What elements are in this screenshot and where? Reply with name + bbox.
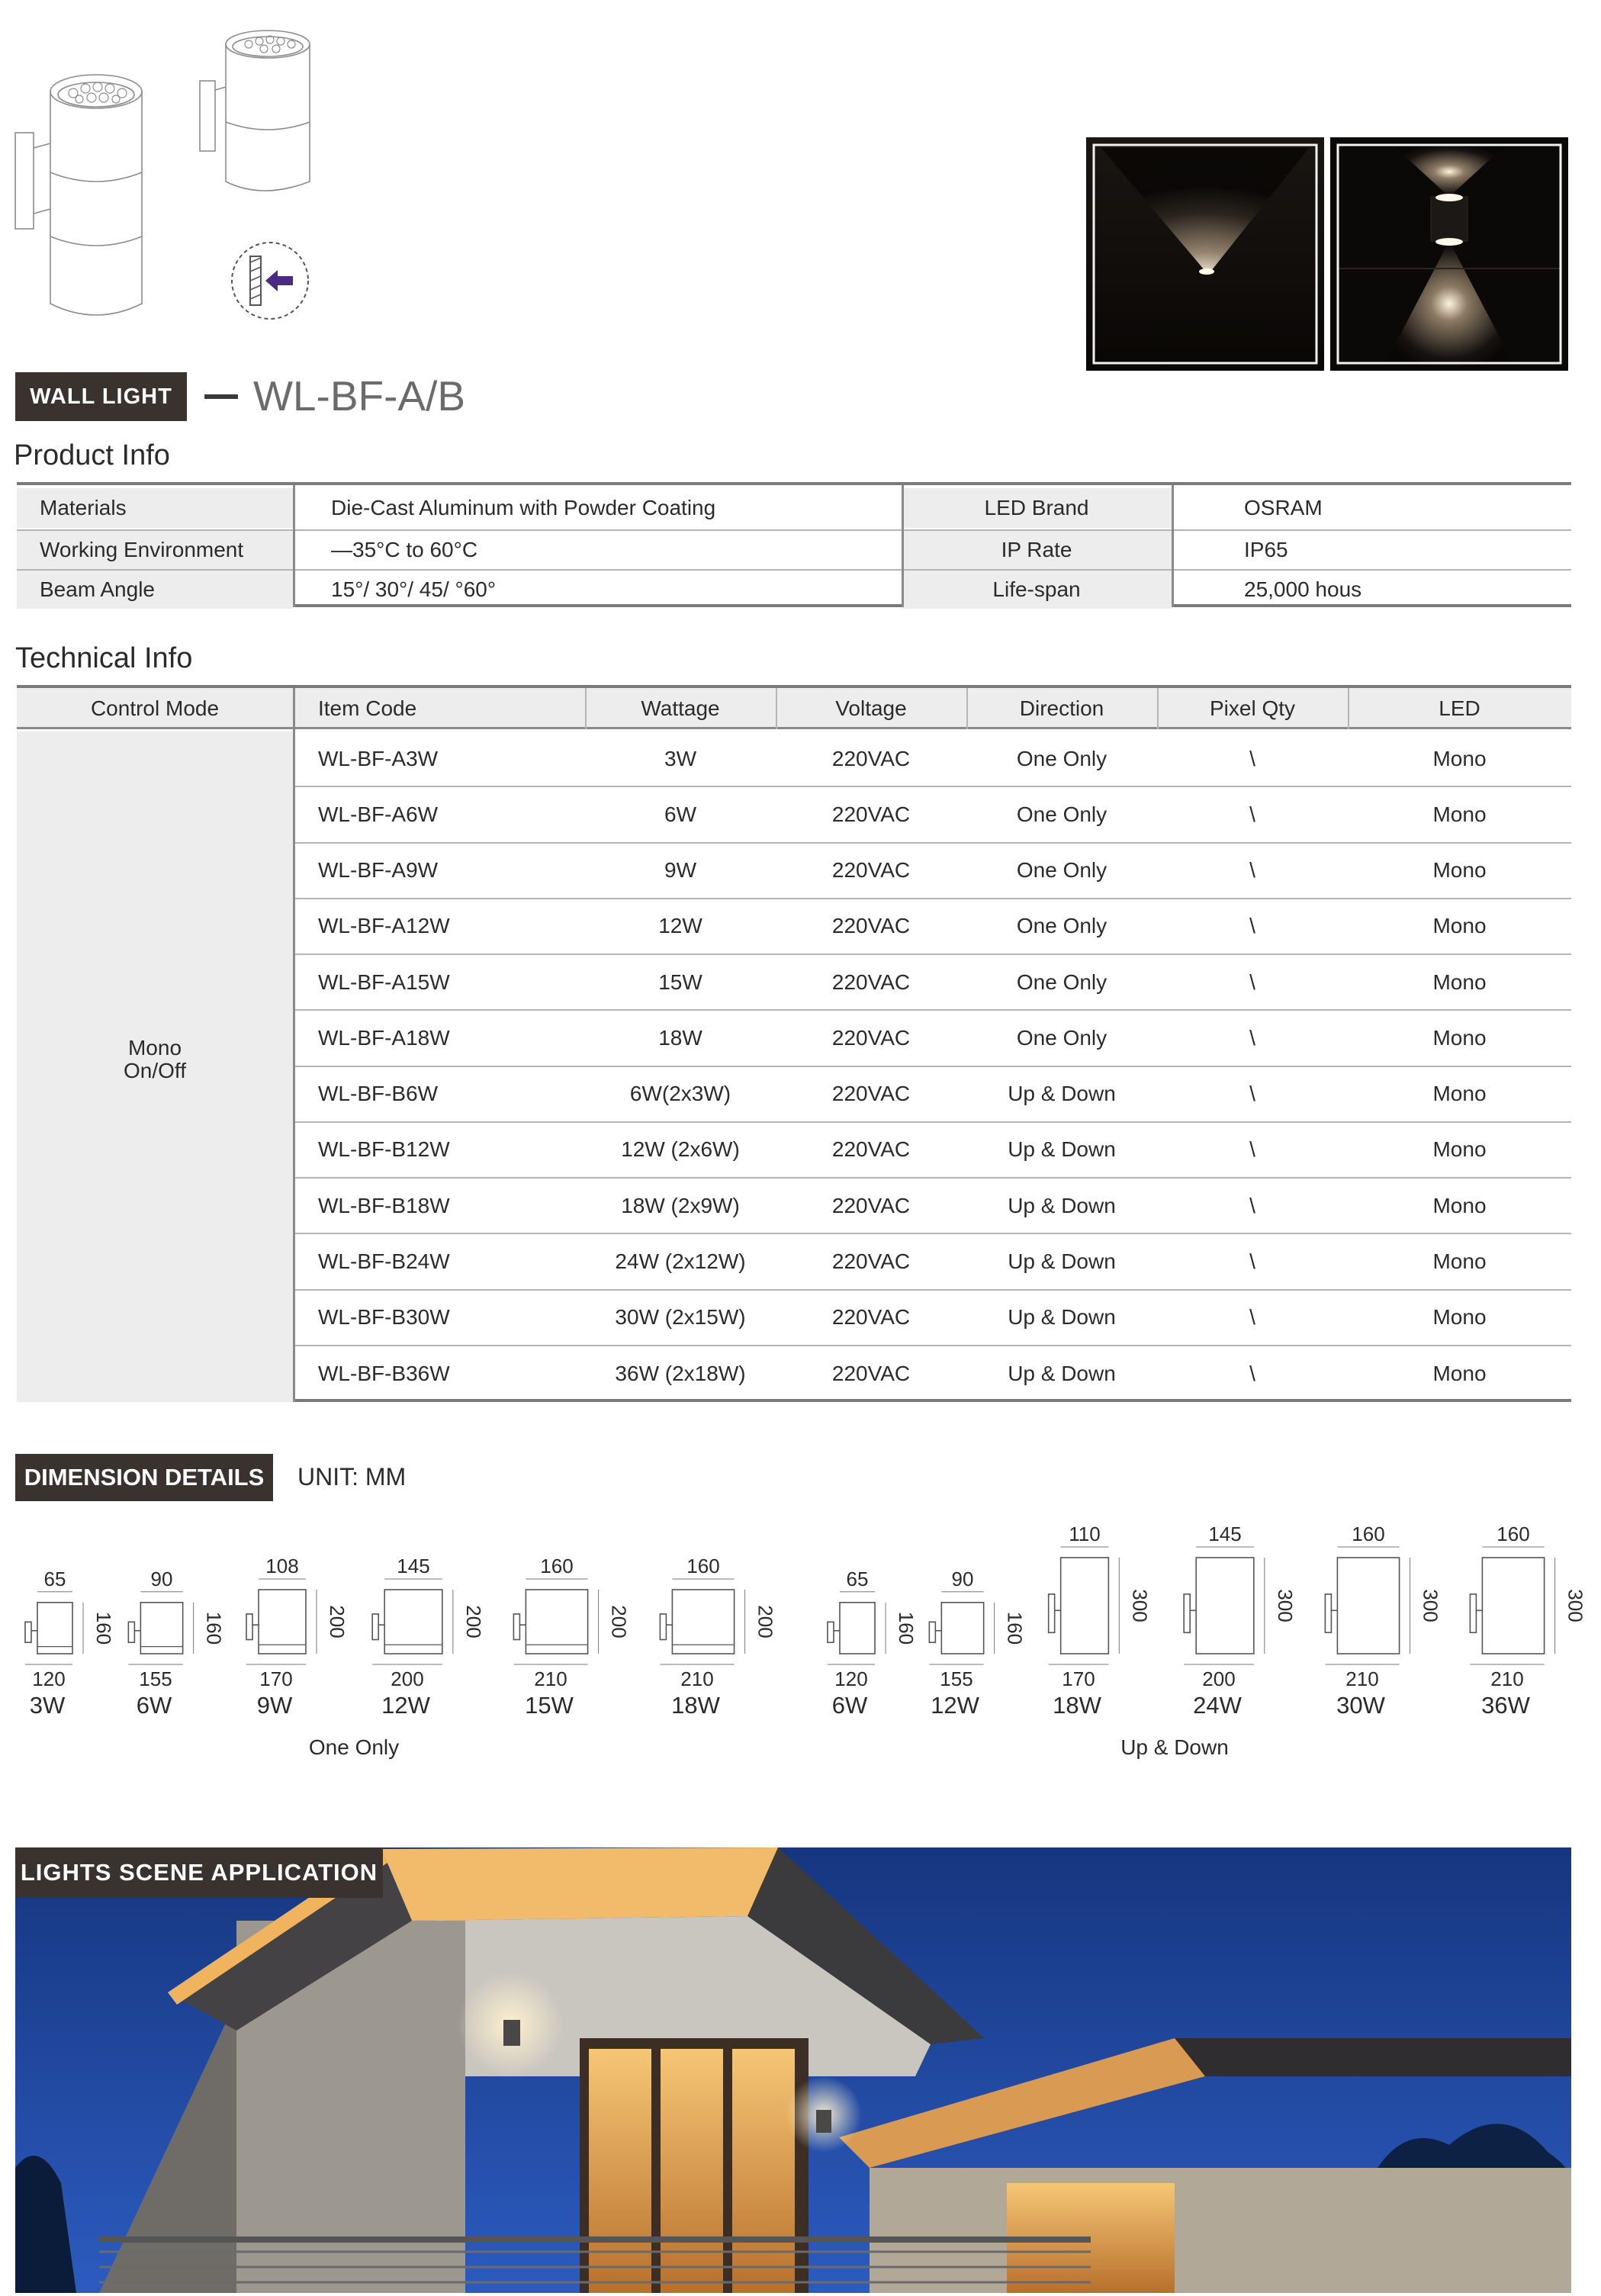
top-dimension-label: 110 xyxy=(1069,1523,1101,1545)
technical-rows xyxy=(295,732,1571,1402)
column-header-direction: Direction xyxy=(1019,696,1104,720)
led-type-cell: Mono xyxy=(1432,802,1487,826)
table-header xyxy=(17,688,1571,729)
column-header-item-code: Item Code xyxy=(318,696,417,720)
pixel-qty-cell: \ xyxy=(1249,914,1255,938)
voltage-cell: 220VAC xyxy=(831,1025,911,1050)
pixel-qty-cell: \ xyxy=(1249,802,1255,826)
height-dimension-label: 160 xyxy=(1003,1611,1027,1645)
column-divider xyxy=(1348,688,1349,729)
led-type-cell: Mono xyxy=(1432,746,1487,770)
voltage-cell: 220VAC xyxy=(831,1137,911,1162)
top-dimension-label: 145 xyxy=(397,1555,430,1577)
voltage-cell: 220VAC xyxy=(831,914,911,938)
wattage-cell: 36W (2x18W) xyxy=(615,1362,746,1386)
wall-plate-shape xyxy=(1184,1594,1190,1632)
wattage-cell: 15W xyxy=(658,970,702,994)
table-row xyxy=(295,1067,1571,1123)
pixel-qty-cell: \ xyxy=(1249,1249,1255,1273)
wattage-caption: 9W xyxy=(256,1692,293,1719)
downlight-effect-photo xyxy=(1086,137,1324,371)
item-code-cell: WL-BF-A15W xyxy=(318,970,450,994)
direction-cell: One Only xyxy=(1016,1025,1108,1050)
direction-cell: One Only xyxy=(1016,746,1108,770)
height-dimension-label: 300 xyxy=(1564,1589,1587,1622)
bottom-dimension-label: 120 xyxy=(32,1667,66,1690)
led-type-cell: Mono xyxy=(1432,914,1487,938)
led-type-cell: Mono xyxy=(1432,1362,1487,1386)
item-code-cell: WL-BF-A6W xyxy=(318,802,439,826)
height-dimension-label: 160 xyxy=(202,1611,226,1645)
lamp-body-shape xyxy=(840,1603,875,1654)
column-divider xyxy=(1172,485,1174,607)
pixel-qty-cell: \ xyxy=(1249,970,1255,994)
wall-plate-shape xyxy=(1325,1594,1331,1632)
pixel-qty-cell: \ xyxy=(1249,1025,1255,1050)
wattage-caption: 12W xyxy=(931,1692,979,1719)
house-scene-illustration xyxy=(15,1847,1571,2293)
updown-light-effect-photo xyxy=(1330,137,1568,371)
wattage-caption: 3W xyxy=(29,1692,66,1719)
wattage-cell: 3W xyxy=(664,746,696,770)
wattage-cell: 6W xyxy=(664,802,696,826)
wall-plate-shape xyxy=(660,1614,666,1640)
table-row xyxy=(295,1123,1571,1179)
table-row xyxy=(295,955,1571,1011)
wall-plate-shape xyxy=(1470,1594,1476,1632)
table-row xyxy=(295,1346,1571,1402)
dimension-details-badge: DIMENSION DETAILS xyxy=(15,1454,273,1501)
wall-plate-shape xyxy=(128,1622,134,1642)
voltage-cell: 220VAC xyxy=(831,970,911,994)
led-type-cell: Mono xyxy=(1432,1193,1487,1217)
height-dimension-label: 160 xyxy=(92,1611,116,1645)
wall-plate-shape xyxy=(828,1622,834,1642)
lamp-body-shape xyxy=(1061,1558,1109,1654)
bottom-dimension-label: 210 xyxy=(1345,1667,1379,1690)
wattage-cell: 18W xyxy=(658,1025,702,1050)
wall-plate-shape xyxy=(1049,1594,1055,1632)
led-type-cell: Mono xyxy=(1432,970,1487,994)
bottom-dimension-label: 170 xyxy=(259,1667,293,1690)
height-dimension-label: 160 xyxy=(895,1611,918,1645)
item-code-cell: WL-BF-A9W xyxy=(318,858,439,883)
product-info-row xyxy=(17,488,1571,528)
voltage-cell: 220VAC xyxy=(831,858,911,883)
column-divider xyxy=(293,485,295,607)
direction-cell: Up & Down xyxy=(1008,1249,1116,1273)
height-dimension-label: 300 xyxy=(1419,1589,1442,1622)
height-dimension-label: 200 xyxy=(325,1605,349,1638)
column-header-led: LED xyxy=(1439,696,1480,720)
bottom-dimension-label: 200 xyxy=(391,1667,424,1690)
column-divider xyxy=(1157,688,1159,729)
wattage-cell: 12W xyxy=(658,914,702,938)
column-divider xyxy=(585,688,587,729)
item-code-cell: WL-BF-A3W xyxy=(318,746,439,770)
top-dimension-label: 65 xyxy=(43,1567,66,1590)
item-code-cell: WL-BF-B12W xyxy=(318,1137,450,1162)
led-type-cell: Mono xyxy=(1432,858,1487,883)
column-header-control-mode: Control Mode xyxy=(90,696,220,720)
control-mode-cell xyxy=(17,732,293,1402)
spec-label: Life-span xyxy=(902,571,1172,609)
lamp-body-shape xyxy=(1337,1558,1399,1654)
title-dash xyxy=(204,394,238,399)
wattage-cell: 6W(2x3W) xyxy=(629,1082,731,1106)
model-title: WL-BF-A/B xyxy=(253,372,466,420)
wattage-cell: 24W (2x12W) xyxy=(615,1249,746,1273)
scene-application-photo xyxy=(15,1847,1571,2293)
wattage-caption: 6W xyxy=(831,1692,868,1719)
column-divider xyxy=(902,485,904,607)
pixel-qty-cell: \ xyxy=(1249,1362,1255,1386)
lamp-body-shape xyxy=(384,1590,442,1654)
height-dimension-label: 200 xyxy=(607,1605,631,1638)
dimension-drawings xyxy=(0,1495,1601,1770)
item-code-cell: WL-BF-B6W xyxy=(318,1082,439,1106)
technical-table xyxy=(17,685,1571,1402)
item-code-cell: WL-BF-B18W xyxy=(318,1193,450,1217)
led-type-cell: Mono xyxy=(1432,1137,1487,1162)
wattage-cell: 9W xyxy=(664,858,696,883)
voltage-cell: 220VAC xyxy=(831,1082,911,1106)
pixel-qty-cell: \ xyxy=(1249,1137,1255,1162)
group-label: Up & Down xyxy=(1120,1735,1229,1759)
category-badge: WALL LIGHT xyxy=(15,372,187,421)
wattage-caption: 12W xyxy=(381,1692,430,1719)
led-type-cell: Mono xyxy=(1432,1082,1487,1106)
scene-application-badge: LIGHTS SCENE APPLICATION xyxy=(15,1847,383,1898)
wall-plate-shape xyxy=(246,1614,252,1640)
spec-label: Working Environment xyxy=(17,531,293,569)
wall-plate-shape xyxy=(25,1622,31,1642)
control-mode-value: Mono On/Off xyxy=(124,1036,186,1082)
voltage-cell: 220VAC xyxy=(831,1193,911,1217)
pixel-qty-cell: \ xyxy=(1249,1305,1255,1330)
wall-plate-shape xyxy=(929,1622,935,1642)
item-code-cell: WL-BF-A12W xyxy=(318,914,450,938)
led-type-cell: Mono xyxy=(1432,1305,1487,1330)
voltage-cell: 220VAC xyxy=(831,1249,911,1273)
column-header-voltage: Voltage xyxy=(835,696,907,720)
item-code-cell: WL-BF-A18W xyxy=(318,1025,450,1050)
table-row xyxy=(295,732,1571,787)
wattage-caption: 36W xyxy=(1481,1692,1530,1719)
lamp-body-shape xyxy=(526,1590,587,1654)
pixel-qty-cell: \ xyxy=(1249,1082,1255,1106)
top-dimension-label: 90 xyxy=(951,1567,974,1590)
column-divider xyxy=(776,688,777,729)
product-info-row xyxy=(17,529,1571,569)
bottom-dimension-label: 210 xyxy=(1490,1667,1524,1690)
column-header-wattage: Wattage xyxy=(641,696,720,720)
unit-label: UNIT: MM xyxy=(297,1463,407,1490)
technical-info-title: Technical Info xyxy=(15,642,193,674)
table-row xyxy=(295,1291,1571,1346)
table-row xyxy=(295,1234,1571,1290)
bottom-dimension-label: 170 xyxy=(1062,1667,1095,1690)
pixel-qty-cell: \ xyxy=(1249,1193,1255,1217)
lamp-body-shape xyxy=(941,1603,983,1654)
led-type-cell: Mono xyxy=(1432,1025,1487,1050)
lamp-body-shape xyxy=(1196,1558,1254,1654)
led-type-cell: Mono xyxy=(1432,1249,1487,1273)
pixel-qty-cell: \ xyxy=(1249,746,1255,770)
column-divider xyxy=(966,688,968,729)
voltage-cell: 220VAC xyxy=(831,1362,911,1386)
direction-cell: One Only xyxy=(1016,970,1108,994)
top-dimension-label: 108 xyxy=(265,1555,299,1577)
column-header-pixel-qty: Pixel Qty xyxy=(1209,696,1296,720)
lamp-body-shape xyxy=(1482,1558,1544,1654)
product-info-row xyxy=(17,569,1571,609)
bottom-dimension-label: 155 xyxy=(139,1667,172,1690)
top-dimension-label: 160 xyxy=(686,1555,720,1577)
spec-value: —35°C to 60°C xyxy=(331,538,478,561)
voltage-cell: 220VAC xyxy=(831,1305,911,1330)
spec-label: Beam Angle xyxy=(17,571,293,609)
height-dimension-label: 200 xyxy=(461,1605,485,1638)
direction-cell: One Only xyxy=(1016,858,1108,883)
table-row xyxy=(295,1179,1571,1234)
direction-cell: Up & Down xyxy=(1008,1362,1116,1386)
bottom-dimension-label: 200 xyxy=(1202,1667,1236,1690)
item-code-cell: WL-BF-B24W xyxy=(318,1249,450,1273)
spec-label: LED Brand xyxy=(902,488,1172,528)
lamp-body-shape xyxy=(37,1603,72,1654)
product-info-table xyxy=(17,482,1571,607)
bottom-dimension-label: 155 xyxy=(940,1667,973,1690)
table-row xyxy=(295,899,1571,955)
lamp-body-shape xyxy=(140,1603,182,1654)
top-dimension-label: 160 xyxy=(1497,1523,1530,1545)
item-code-cell: WL-BF-B30W xyxy=(318,1305,450,1330)
direction-cell: Up & Down xyxy=(1008,1193,1116,1217)
top-dimension-label: 90 xyxy=(150,1567,173,1590)
item-code-cell: WL-BF-B36W xyxy=(318,1362,450,1386)
spec-value: 25,000 hous xyxy=(1244,577,1362,601)
lamp-body-shape xyxy=(259,1590,306,1654)
wall-plate-shape xyxy=(372,1614,378,1640)
direction-cell: Up & Down xyxy=(1008,1305,1116,1330)
direction-cell: Up & Down xyxy=(1008,1082,1116,1106)
top-dimension-label: 160 xyxy=(1352,1523,1385,1545)
direction-cell: One Only xyxy=(1016,914,1108,938)
spec-value: OSRAM xyxy=(1244,496,1323,519)
wattage-caption: 24W xyxy=(1193,1692,1242,1719)
table-row xyxy=(295,844,1571,899)
top-dimension-label: 145 xyxy=(1208,1523,1242,1545)
direction-cell: One Only xyxy=(1016,802,1108,826)
product-info-title: Product Info xyxy=(14,439,170,471)
top-dimension-label: 160 xyxy=(540,1555,574,1577)
pixel-qty-cell: \ xyxy=(1249,858,1255,883)
wattage-caption: 18W xyxy=(1053,1692,1101,1719)
wall-plate-shape xyxy=(513,1614,519,1640)
voltage-cell: 220VAC xyxy=(831,746,911,770)
spec-value: Die-Cast Aluminum with Powder Coating xyxy=(331,496,716,519)
lamp-body-shape xyxy=(672,1590,734,1654)
wall-mount-arrow-icon xyxy=(229,240,311,322)
spec-value: 15°/ 30°/ 45/ °60° xyxy=(331,577,497,601)
spec-label: Materials xyxy=(17,488,293,528)
bottom-dimension-label: 120 xyxy=(834,1667,868,1690)
wattage-caption: 30W xyxy=(1336,1692,1385,1719)
bottom-dimension-label: 210 xyxy=(534,1667,567,1690)
bottom-dimension-label: 210 xyxy=(680,1667,714,1690)
wattage-caption: 18W xyxy=(671,1692,720,1719)
group-label: One Only xyxy=(308,1735,400,1759)
height-dimension-label: 200 xyxy=(754,1605,777,1638)
wattage-cell: 12W (2x6W) xyxy=(621,1137,740,1162)
direction-cell: Up & Down xyxy=(1008,1137,1116,1162)
table-row xyxy=(295,1011,1571,1066)
wattage-caption: 15W xyxy=(525,1692,574,1719)
wattage-cell: 30W (2x15W) xyxy=(615,1305,746,1330)
height-dimension-label: 300 xyxy=(1273,1589,1297,1622)
voltage-cell: 220VAC xyxy=(831,802,911,826)
table-row xyxy=(295,787,1571,843)
height-dimension-label: 300 xyxy=(1128,1589,1152,1622)
wattage-caption: 6W xyxy=(136,1692,172,1719)
wattage-cell: 18W (2x9W) xyxy=(621,1193,740,1217)
spec-value: IP65 xyxy=(1244,538,1288,561)
top-dimension-label: 65 xyxy=(846,1567,869,1590)
spec-label: IP Rate xyxy=(902,531,1172,569)
